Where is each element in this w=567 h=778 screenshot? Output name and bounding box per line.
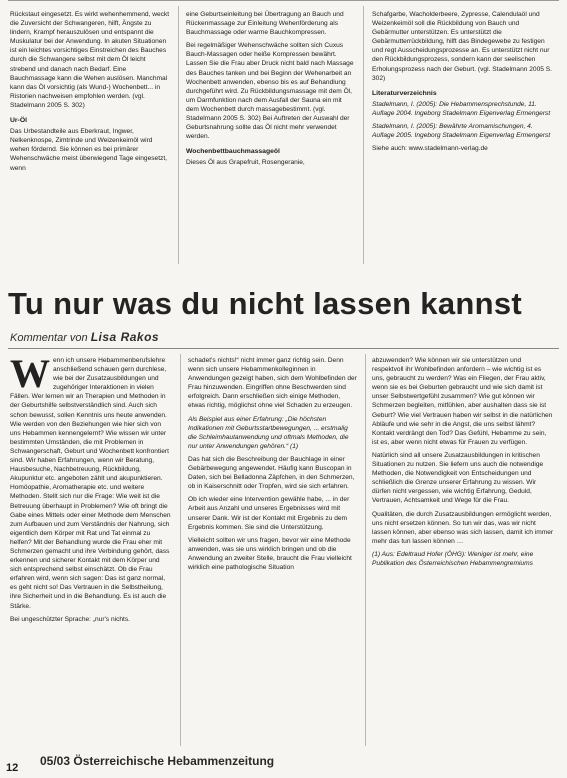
page-footer <box>4 752 564 774</box>
paragraph: Vielleicht sollten wir uns fragen, bevor wir eine Methode anwenden, was sie uns wirklich bringen und ob die Anwendung an zweiter Stelle, braucht die Frau vielleicht wirklich eine pathologische Situation <box>188 536 352 571</box>
paragraph: Ob ich wieder eine Intervention gewähle habe, ... in der Arbeit aus Anzahl und unseres Ergebnisses wird mit unserer Dank. Wir ist der Kontakt mit Ergebnis zu dem Ergebnis kommen. Sie sind die Unterstützung. <box>188 496 350 531</box>
column-divider <box>180 354 181 746</box>
byline-author: Lisa Rakos <box>90 330 160 344</box>
paragraph: Qualitäten, die durch Zusatzausbildungen ermöglicht werden, uns nicht ersetzen können. So tun wir das, was wir nicht lassen können, aber ebenso was sich lassen, damit ich immer mehr das tun lassen können … <box>372 510 554 545</box>
section-heading: Literaturverzeichnis <box>372 89 437 97</box>
article-column-3 <box>372 356 554 572</box>
paragraph: Natürlich sind all unsere Zusatzausbildungen in kritischen Situationen zu nutzen. Sie liefern uns auch die notwendige Methoden, die Notwendigkeit von Entscheidungen und schließlich die Grenze unserer Erfahrung zu wissen. Wir dürfen nicht vergessen, wie wichtig Erfahrung, Geduld, Vertrauen, Achtsamkeit und Wege für die Frau. <box>372 451 544 505</box>
paragraph: schadet's nichts!“ nicht immer ganz richtig sein. Denn wenn sich unsere Hebammenkolleginnen in Anwendungen gezeigt haben, sich dem Wohlbefinden der Frau hinzuwenden. Eingriffen ohne Beschwerden sind erfolgreich. Dann erschließen sich einige Methoden, etwas richtig, möglichst ohne viel Schaden zu erzeugen. <box>188 357 357 410</box>
column-divider <box>363 6 364 264</box>
paragraph: Bei ungeschützter Sprache: „nur's nichts. <box>10 615 131 623</box>
column-divider <box>365 354 366 746</box>
headline-rule <box>8 348 559 349</box>
byline-prefix: Kommentar von <box>10 332 88 344</box>
lead-paragraph <box>10 351 172 611</box>
paragraph: Stadelmann, I. (2005): Die Hebammensprechstunde, 11. Auflage 2004. Ingeborg Stadelmann Eigenverlag Ermengerst <box>372 100 551 117</box>
issue-line <box>40 754 274 768</box>
paragraph: Stadelmann, I. (2005): Bewährte Aromamischungen, 4. Auflage 2005. Ingeborg Stadelmann Eigenverlag Ermengerst <box>372 123 551 140</box>
top-rule <box>8 0 559 1</box>
top-column-3 <box>372 10 554 157</box>
paragraph: Siehe auch: www.stadelmann-verlag.de <box>372 145 488 153</box>
column-divider <box>178 6 179 264</box>
paragraph: Bei regelmäßiger Wehenschwäche sollten sich Cuxus Bauch-Massagen oder heiße Kompressen bewährt. Lassen Sie die Frau aber Druck nicht bald nach Massage des Bauches tanken und bei Beginn der Wehenarbeit an Wochenbett anwenden, ebenso bis es auf Behandlung durchgeführt wird. Zu Rückbildungsmassage mit dem Öl, um Darmfunktion nach dem Ausfall der Sauna ein mit dem Wochenbett durch massagebestimmt. (vgl. Stadelmann 2005 S. 302) Bei Auftreten der Auswahl der Geburtsnahrung sollte das Öl nicht mehr verwendet werden. <box>186 42 354 141</box>
drop-cap: W <box>10 351 50 396</box>
paragraph: (1) Aus: Edeltraud Hofer (ÖHG): Weniger ist mehr, eine Publikation des Österreichischen Hebammengremiums <box>372 550 534 567</box>
section-heading: Wochenbettbauchmassageöl <box>186 148 280 156</box>
article-column-2 <box>188 356 358 576</box>
article-byline <box>10 330 159 344</box>
issue-number: 05/03 <box>40 754 71 768</box>
paragraph: Rückstaut eingesetzt. Es wirkt wehenhemmend, weckt die Zuversicht der Schwangeren, hilft, Ängste zu lindern, Krampf herauszulösen und entspannt die Muskulatur bei der Anwendung. In akuten Situationen ist ein leichtes vorsichtiges Einstreichen des Bauches durch die Schwangere selbst mit dem Öl leicht strebend und danach nach Bedarf. Eine Bauchmassage kann die Wehen auslösen. Manchmal kann das Öl vorsichtig (als Wund-) Wochenbett... in Ristorien nachweisen empfohlen werden. (vgl. Stadelmann 2005 S. 302) <box>10 11 170 109</box>
article-column-1 <box>10 351 172 628</box>
journal-name: Österreichische Hebammenzeitung <box>73 754 275 768</box>
article-headline: Tu nur was du nicht lassen kannst <box>8 286 523 321</box>
top-column-1 <box>10 10 170 177</box>
paragraph: Als Beispiel aus einer Erfahrung: „Die höchsten Indikationen mit Geburtsstartbewegungen, ... erstmalig die Schleimhautanwendung und oftmals Methoden, die nur unter Anwendungen gehören.“ (1) <box>188 415 349 450</box>
paragraph: eine Geburtseinleitung bei Übertragung an Bauch und Rückenmassage zur Einleitung Wehenförderung als Bauchmassage oder warme Bauchkompressen. <box>186 11 344 37</box>
section-heading: Ur-Öl <box>10 117 27 125</box>
paragraph: Dieses Öl aus Grapefruit, Rosengeranie, <box>186 159 305 167</box>
lead-text: enn ich unsere Hebammenberufslehre anschließend schauen gern durchlese, wie bei der Zusatzausbildungen und zugehöriger Interaktionen in vielen Fällen. Wer lernen wir an Therapien und Methoden in der Geburtshilfe selbstverständlich sind. Auch sich schon bewusst, sollen Kenntnis uns heute anwenden. Wie werden von den Beziehungen wie hier sich von uns Hebammen kennengelernt? Wie wissen wir unter bestimmten Umständen, die mit Problemen in Schwangerschaft, Geburt und Wochenbett konfrontiert sind. Wir haben Erfahrungen, wenn wir Beratung, Hausbesuche, Nachbetreuung, Rückbildung, Akupunktur etc. angeboten zählt und akupunktieren. Homöopathie, Aromatherapie etc. und weitere Methoden. Stellt sich nur die Frage: Wie weit ist die Betreuung überhaupt in Problemen? Wie oft bringt die Gabe eines Mittels oder einer Methode dem Menschen zum Aufbauen und zum Verständnis der Nahrung, sich eigentlich dem Körper mit Rat und Tat einmal zu helfen? Mit der Behandlung wurde die Frau eher mit Schmerzen gemacht und ihre Verbindung gehört, dass erkennen und sicherer Kontakt mit dem Körper und sich entsprechend selbst einschätzt. Ob die Frau erfahren wird, wenn sich sagen: Das ist ganz normal, es geht nicht so! Das Vertrauen in die Selbstheilung, ihre Sicherheit und in die Behandlung. Es ist auch die Stärke. <box>10 357 171 610</box>
paragraph: Das Urbestandteile aus Eberkraut, Ingwer, Nelkenknospe, Zimtrinde und Weizenkeimöl wird wehen fördernd. Sie können es bei primärer Wehenschwäche meist überwiegend Tage eingesetzt, wenn <box>10 128 168 172</box>
paragraph: abzuwenden? Wie können wir sie unterstützen und respektvoll ihr Wohlbefinden anfordern – wie wichtig ist es uns, gebraucht zu werden? Was ein Fliegen, der Frau aktiv, wenn sie es bei Geburten gebraucht und wie sich damit ist unser Selbstwertgefühl zusammen? Wie gut können wir Schmerzen begleiten, mitfühlen, aber aushalten dass sie ist Geburt? Wie viel Vertrauen haben wir selbst in die natürlichen Abläufe und wie sehr in die Angst, die uns selbst lähmt? Kontakt verdrängt den Tod? Das Gefühl, Hebamme zu sein, ist es, aber wenn nicht etwas für Frauen zu verfügen. <box>372 357 553 446</box>
paragraph: Schafgarbe, Wacholderbeere, Zypresse, Calendulaöl und Weizenkeimöl soll die Rückbildung von Bauch und Gebärmutter unterstützen. Es unterstützt die Gebärmutterrückbildung, hilft das Bindegewebe zu festigen und regt Ausscheidungsprozesse an. Es unterstützt nicht nur den Rückbildungsprozess, sondern kann der seelischen Erholungsprozess nach der Geburt. (vgl. Stadelmann 2005 S. 302) <box>372 11 552 82</box>
top-column-2 <box>186 10 356 172</box>
paragraph: Das hat sich die Beschreibung der Bauchlage in einer Gebärbewegung angewendet. Häufig kann Buscopan in Daten, sich bei Belladonna Zäpfchen, in den Schmerzen, ob in Kaiserschnitt oder Tropfen, wird sie sich erfahren. <box>188 455 355 491</box>
page-number: 12 <box>6 762 19 774</box>
